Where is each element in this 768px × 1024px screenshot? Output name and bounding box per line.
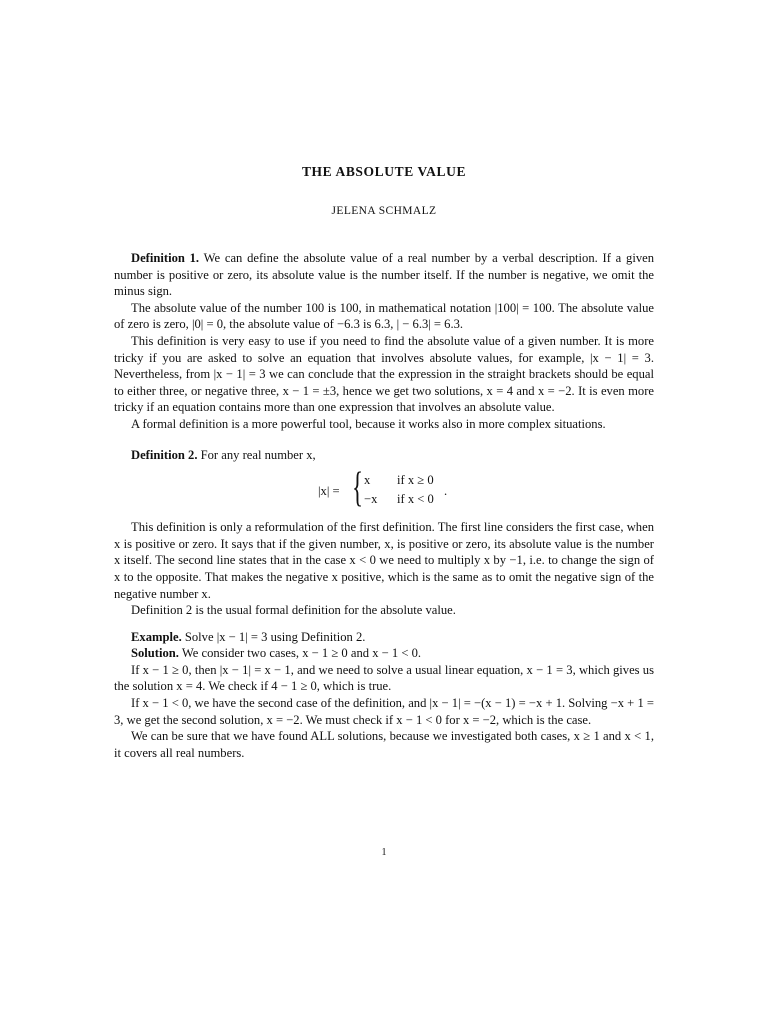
solution-statement: [114, 645, 654, 662]
solution-label: Solution.: [131, 646, 179, 661]
solution-case-2: If x − 1 < 0, we have the second case of the definition, and |x − 1| = −(x − 1) = −x + 1. Solving −x + 1 = 3, we get the second solution, x = −2. We must check if x − 1 < 0 for x = −2, which is the case.: [114, 696, 654, 727]
solution-case-1: If x − 1 ≥ 0, then |x − 1| = x − 1, and we need to solve a usual linear equation, x − 1 = 3, which gives us the solution x = 4. We check if 4 − 1 ≥ 0, which is true.: [114, 662, 654, 694]
paragraph-usual-definition: Definition 2 is the usual formal definition for the absolute value.: [131, 603, 456, 618]
document-title: THE ABSOLUTE VALUE: [301, 164, 467, 179]
solution-conclusion: We can be sure that we have found ALL solutions, because we investigated both cases, x ≥ 1 and x < 1, it covers all real numbers.: [114, 729, 654, 760]
solution-text: We consider two cases, x − 1 ≥ 0 and x − 1 < 0.: [178, 646, 422, 661]
example-text: Solve |x − 1| = 3 using Definition 2.: [181, 629, 366, 644]
example-label: Example.: [131, 629, 182, 644]
paragraph-abs-examples: The absolute value of the number 100 is 100, in mathematical notation |100| = 100. The absolute value of zero is zero, |0| = 0, the absolute value of −6.3 is 6.3, | − 6.3| = 6.3.: [114, 300, 654, 332]
formula-brace: {: [352, 465, 364, 512]
formula-case2-value: −x: [364, 492, 378, 507]
formula-case1-condition: if x ≥ 0: [397, 473, 434, 488]
spacer: [114, 619, 654, 629]
definition-1-text: We can define the absolute value of a real number by a verbal description. If a given number is positive or zero, its absolute value is the number itself. If the number is negative, we omit the minus sign.: [114, 251, 655, 299]
formula-lhs: |x| =: [318, 484, 340, 499]
paragraph-tricky-equations: This definition is very easy to use if you need to find the absolute value of a given number. It is more tricky if you are asked to solve an equation that involves absolute values, for example, |x − 1| = 3. Nevertheless, from |x − 1| = 3 we can conclude that the expression in the straight brackets should be equal to either three, or negative three, x − 1 = ±3, hence we get two solutions, x = 4 and x = −2. It is even more tricky if an equation contains more than one expression that involves an absolute value.: [114, 333, 654, 415]
formula-end-period: .: [444, 484, 448, 499]
definition-1-label: Definition 1.: [131, 251, 200, 265]
author-name: JELENA SCHMALZ: [331, 205, 437, 217]
paragraph-formal-definition: A formal definition is a more powerful tool, because it works also in more complex situations.: [131, 416, 606, 431]
definition-2-label: Definition 2.: [131, 447, 198, 462]
definition-2: [114, 447, 654, 464]
spacer: [114, 433, 654, 447]
example-statement: [114, 629, 654, 646]
definition-2-text: For any real number x,: [197, 447, 316, 462]
definition-1: [114, 250, 654, 300]
formula-case1-value: x: [364, 473, 371, 488]
formula-case2-condition: if x < 0: [397, 492, 434, 507]
page-number: 1: [381, 847, 387, 858]
piecewise-formula: [114, 465, 654, 515]
paragraph-reformulation: This definition is only a reformulation of the first definition. The first line considers the first case, when x is positive or zero. It says that if the given number, x, is positive or zero, its absolute value is the number x itself. The second line states that in the case x < 0 we need to multiply x by −1, i.e. to change the sign of x to the opposite. That makes the negative x positive, which is the same as to omit the negative sign of the negative number x.: [114, 520, 654, 601]
document-body: [114, 250, 654, 761]
